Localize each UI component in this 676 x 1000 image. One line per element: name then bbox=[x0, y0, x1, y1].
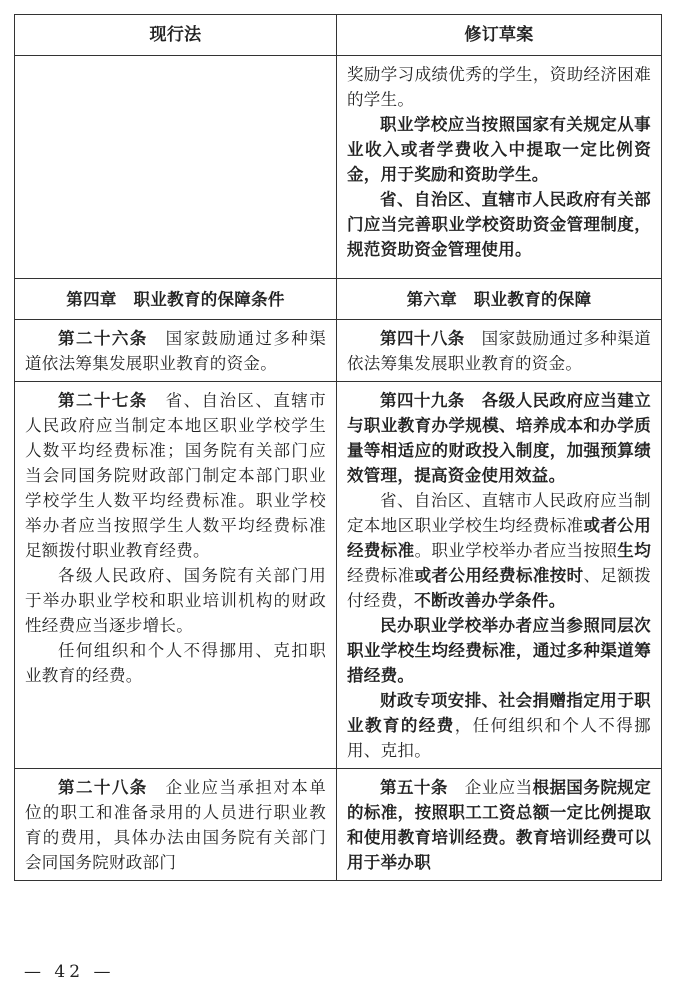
page-number: — 42 — bbox=[24, 962, 115, 982]
article-text: 各级人民政府、国务院有关部门用于举办职业学校和职业培训机构的财政性经费应当逐步增长。 bbox=[25, 566, 326, 635]
article-text: 任何组织和个人不得挪用、克扣职业教育的经费。 bbox=[25, 641, 326, 685]
comparison-table bbox=[14, 14, 662, 881]
draft-paragraph: 奖励学习成绩优秀的学生，资助经济困难的学生。 bbox=[347, 65, 651, 109]
article-text: 省、自治区、直辖市人民政府应当制定本地区职业学校生均经费标准或者公用经费标准。职业学校举办者应当按照生均经费标准或者公用经费标准按时、足额拨付经费，不断改善办学条件。 bbox=[347, 491, 651, 610]
current-article-27 bbox=[15, 382, 337, 769]
header-current-law: 现行法 bbox=[15, 15, 337, 56]
article-number: 第四十八条 bbox=[380, 329, 465, 348]
article-number: 第二十八条 bbox=[58, 778, 148, 797]
draft-article-50 bbox=[337, 769, 662, 881]
article-text: 民办职业学校举办者应当参照同层次职业学校生均经费标准，通过多种渠道筹措经费。 bbox=[347, 616, 651, 685]
draft-article-49 bbox=[337, 382, 662, 769]
article-number: 第五十条 bbox=[380, 778, 448, 797]
article-text: 第四十八条 国家鼓励通过多种渠道依法筹集发展职业教育的资金。 bbox=[347, 329, 651, 373]
article-text: 第二十八条 企业应当承担对本单位的职工和准备录用的人员进行职业教育的费用，具体办法由国务院有关部门会同国务院财政部门 bbox=[25, 778, 327, 872]
article-text: 第二十六条 国家鼓励通过多种渠道依法筹集发展职业教育的资金。 bbox=[25, 329, 327, 373]
article-text: 财政专项安排、社会捐赠指定用于职业教育的经费，任何组织和个人不得挪用、克扣。 bbox=[347, 691, 651, 760]
draft-chapter-title: 第六章 职业教育的保障 bbox=[337, 279, 662, 320]
article-number: 第四十九条 bbox=[380, 391, 465, 410]
row-continued bbox=[15, 56, 662, 279]
draft-article-48 bbox=[337, 320, 662, 382]
draft-paragraph: 职业学校应当按照国家有关规定从事业收入或者学费收入中提取一定比例资金，用于奖励和资助学生。 bbox=[347, 115, 651, 184]
header-row bbox=[15, 15, 662, 56]
draft-paragraph: 省、自治区、直辖市人民政府有关部门应当完善职业学校资助资金管理制度，规范资助资金管理使用。 bbox=[347, 190, 651, 259]
revised-draft-cell bbox=[337, 56, 662, 279]
article-number: 第二十六条 bbox=[58, 329, 148, 348]
article-row bbox=[15, 382, 662, 769]
article-row bbox=[15, 769, 662, 881]
current-law-empty-cell bbox=[15, 56, 337, 279]
article-text: 第二十七条 省、自治区、直辖市人民政府应当制定本地区职业学校学生人数平均经费标准；国务院有关部门应当会同国务院财政部门制定本部门职业学校学生人数平均经费标准。职业学校举办者应当按照学生人数平均经费标准足额拨付职业教育经费。 bbox=[25, 391, 327, 560]
article-text: 第四十九条 各级人民政府应当建立与职业教育办学规模、培养成本和办学质量等相适应的财政投入制度，加强预算绩效管理，提高资金使用效益。 bbox=[347, 391, 651, 485]
current-chapter-title: 第四章 职业教育的保障条件 bbox=[15, 279, 337, 320]
article-number: 第二十七条 bbox=[58, 391, 148, 410]
chapter-row bbox=[15, 279, 662, 320]
article-row bbox=[15, 320, 662, 382]
current-article-26 bbox=[15, 320, 337, 382]
article-text: 第五十条 企业应当根据国务院规定的标准，按照职工工资总额一定比例提取和使用教育培训经费。教育培训经费可以用于举办职 bbox=[347, 778, 652, 872]
header-revised-draft: 修订草案 bbox=[337, 15, 662, 56]
current-article-28 bbox=[15, 769, 337, 881]
